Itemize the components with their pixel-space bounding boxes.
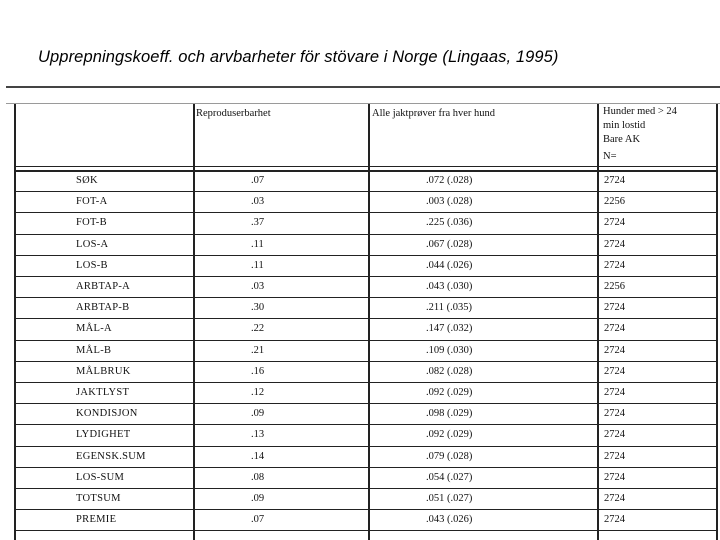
row-rule <box>14 488 718 489</box>
trait-label: MÅL-B <box>76 345 112 356</box>
n-value: 2256 <box>604 196 625 207</box>
header-n-line3: Bare AK <box>603 134 641 145</box>
row-rule <box>14 212 718 213</box>
header-rule-lower <box>14 170 718 172</box>
reproducibility-value: .09 <box>251 408 265 419</box>
reproducibility-value: .12 <box>251 387 265 398</box>
trait-label: PREMIE <box>76 514 117 525</box>
scanned-table <box>6 86 720 540</box>
heritability-value: .072 (.028) <box>426 175 473 186</box>
row-rule <box>14 509 718 510</box>
n-value: 2724 <box>604 345 625 356</box>
n-value: 2724 <box>604 429 625 440</box>
trait-label: ARBTAP-A <box>76 281 131 292</box>
top-rule <box>6 86 720 88</box>
n-value: 2724 <box>604 302 625 313</box>
n-value: 2724 <box>604 323 625 334</box>
trait-label: JAKTLYST <box>76 387 130 398</box>
row-rule <box>14 446 718 447</box>
reproducibility-value: .21 <box>251 345 265 356</box>
header-reproduserbarhet: Reproduserbarhet <box>196 108 271 119</box>
header-n-line1: Hunder med > 24 <box>603 106 677 117</box>
n-value: 2724 <box>604 514 625 525</box>
trait-label: LOS-SUM <box>76 472 125 483</box>
n-value: 2724 <box>604 472 625 483</box>
row-rule <box>14 340 718 341</box>
trait-label: MÅLBRUK <box>76 366 131 377</box>
reproducibility-value: .07 <box>251 175 265 186</box>
trait-label: SØK <box>76 175 98 186</box>
reproducibility-value: .13 <box>251 429 265 440</box>
n-value: 2724 <box>604 387 625 398</box>
row-rule <box>14 403 718 404</box>
heritability-value: .225 (.036) <box>426 217 473 228</box>
trait-label: FOT-A <box>76 196 108 207</box>
heritability-value: .211 (.035) <box>426 302 472 313</box>
header-n-line2: min lostid <box>603 120 646 131</box>
n-value: 2724 <box>604 408 625 419</box>
trait-label: MÅL-A <box>76 323 112 334</box>
n-value: 2724 <box>604 366 625 377</box>
heritability-value: .109 (.030) <box>426 345 473 356</box>
n-value: 2724 <box>604 217 625 228</box>
row-rule <box>14 530 718 531</box>
trait-label: LYDIGHET <box>76 429 131 440</box>
heritability-value: .054 (.027) <box>426 472 473 483</box>
heritability-value: .092 (.029) <box>426 429 473 440</box>
reproducibility-value: .30 <box>251 302 265 313</box>
header-n-line4: N= <box>603 151 617 162</box>
reproducibility-value: .03 <box>251 281 265 292</box>
trait-label: KONDISJON <box>76 408 138 419</box>
reproducibility-value: .37 <box>251 217 265 228</box>
row-rule <box>14 234 718 235</box>
scan-rule <box>6 103 720 104</box>
n-value: 2724 <box>604 493 625 504</box>
heritability-value: .098 (.029) <box>426 408 473 419</box>
reproducibility-value: .03 <box>251 196 265 207</box>
reproducibility-value: .09 <box>251 493 265 504</box>
row-rule <box>14 255 718 256</box>
row-rule <box>14 382 718 383</box>
slide-title: Upprepningskoeff. och arvbarheter för stövare i Norge (Lingaas, 1995) <box>38 48 559 66</box>
reproducibility-value: .11 <box>251 239 264 250</box>
heritability-value: .082 (.028) <box>426 366 473 377</box>
n-value: 2724 <box>604 260 625 271</box>
trait-label: LOS-B <box>76 260 108 271</box>
row-rule <box>14 297 718 298</box>
heritability-value: .092 (.029) <box>426 387 473 398</box>
reproducibility-value: .16 <box>251 366 265 377</box>
trait-label: ARBTAP-B <box>76 302 130 313</box>
heritability-value: .051 (.027) <box>426 493 473 504</box>
row-rule <box>14 424 718 425</box>
heritability-value: .003 (.028) <box>426 196 473 207</box>
reproducibility-value: .08 <box>251 472 265 483</box>
row-rule <box>14 467 718 468</box>
trait-label: LOS-A <box>76 239 109 250</box>
trait-label: EGENSK.SUM <box>76 451 146 462</box>
reproducibility-value: .22 <box>251 323 265 334</box>
heritability-value: .044 (.026) <box>426 260 473 271</box>
row-rule <box>14 361 718 362</box>
n-value: 2724 <box>604 239 625 250</box>
n-value: 2256 <box>604 281 625 292</box>
row-rule <box>14 318 718 319</box>
heritability-value: .067 (.028) <box>426 239 473 250</box>
header-rule-upper <box>14 166 718 167</box>
trait-label: TOTSUM <box>76 493 121 504</box>
heritability-value: .043 (.026) <box>426 514 473 525</box>
reproducibility-value: .14 <box>251 451 265 462</box>
header-alle-jaktprover: Alle jaktprøver fra hver hund <box>372 108 496 119</box>
n-value: 2724 <box>604 451 625 462</box>
row-rule <box>14 191 718 192</box>
reproducibility-value: .11 <box>251 260 264 271</box>
reproducibility-value: .07 <box>251 514 265 525</box>
heritability-value: .043 (.030) <box>426 281 473 292</box>
heritability-value: .147 (.032) <box>426 323 473 334</box>
heritability-value: .079 (.028) <box>426 451 473 462</box>
trait-label: FOT-B <box>76 217 107 228</box>
n-value: 2724 <box>604 175 625 186</box>
row-rule <box>14 276 718 277</box>
